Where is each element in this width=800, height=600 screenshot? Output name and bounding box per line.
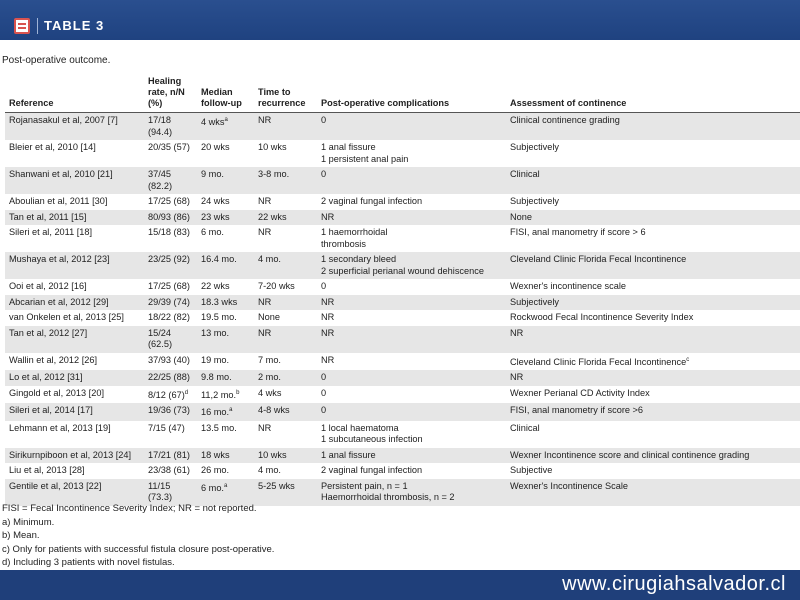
complication-line: 0 <box>321 115 327 125</box>
cell-reference-text: Sileri et al, 2011 [18] <box>9 227 93 237</box>
cell-assessment <box>506 140 800 167</box>
cell-median-follow-up-text: 24 wks <box>201 196 230 206</box>
cell-assessment-text: Wexner's Incontinence Scale <box>510 480 629 491</box>
footnote: b) Mean. <box>2 530 40 541</box>
complication-line: 1 anal fissure <box>321 142 376 152</box>
cell-assessment-text: NR <box>510 372 524 383</box>
cell-time-to-recurrence-text: NR <box>258 227 272 237</box>
cell-assessment <box>506 463 800 479</box>
complication-line: 0 <box>321 387 327 398</box>
cell-median-follow-up <box>197 448 254 464</box>
cell-time-to-recurrence <box>254 210 317 226</box>
cell-time-to-recurrence <box>254 310 317 326</box>
cell-median-follow-up-text: 6 mo. <box>201 227 224 237</box>
complication-line: 1 persistent anal pain <box>321 153 409 164</box>
footnote-marker: b <box>236 389 240 396</box>
cell-time-to-recurrence-text: NR <box>258 422 272 433</box>
cell-healing-rate <box>144 194 197 210</box>
cell-time-to-recurrence-text: 10 wks <box>258 449 287 460</box>
cell-complications <box>317 279 506 295</box>
cell-reference-text: Wallin et al, 2012 [26] <box>9 354 98 365</box>
cell-reference-text: Tan et al, 2011 [15] <box>9 211 87 222</box>
cell-reference <box>5 279 144 295</box>
header-bar <box>0 0 800 40</box>
complication-line: NR <box>321 312 335 322</box>
table-caption: Post-operative outcome. <box>2 55 111 66</box>
cell-complications <box>317 113 506 141</box>
cell-reference <box>5 386 144 404</box>
table-row <box>5 252 800 279</box>
cell-healing-rate-text: 29/39 (74) <box>148 296 190 307</box>
cell-median-follow-up-text: 22 wks <box>201 281 230 291</box>
cell-assessment <box>506 113 800 141</box>
complication-line: 1 anal fissure <box>321 449 376 460</box>
cell-assessment <box>506 279 800 295</box>
table-row <box>5 386 800 404</box>
table-title: TABLE 3 <box>44 18 105 33</box>
complication-line: 1 secondary bleed <box>321 254 397 264</box>
cell-median-follow-up-text: 26 mo. <box>201 465 230 476</box>
complication-line: 1 haemorrhoidal <box>321 227 388 237</box>
cell-reference <box>5 210 144 226</box>
cell-time-to-recurrence-text: 10 wks <box>258 142 287 152</box>
cell-reference <box>5 140 144 167</box>
cell-time-to-recurrence-text: NR <box>258 115 272 125</box>
cell-time-to-recurrence-text: 5-25 wks <box>258 480 295 491</box>
cell-healing-rate <box>144 140 197 167</box>
cell-complications <box>317 210 506 226</box>
complication-line: 0 <box>321 372 327 383</box>
complication-line: Persistent pain, n = 1 <box>321 480 408 491</box>
cell-assessment-text: Rockwood Fecal Incontinence Severity Index <box>510 312 694 322</box>
cell-assessment <box>506 310 800 326</box>
table-row <box>5 310 800 326</box>
cell-reference <box>5 403 144 421</box>
cell-healing-rate-text: 23/38 (61) <box>148 465 190 476</box>
cell-healing-rate <box>144 295 197 311</box>
cell-healing-rate <box>144 310 197 326</box>
table-row <box>5 403 800 421</box>
cell-assessment-text: FISI, anal manometry if score >6 <box>510 405 644 416</box>
cell-time-to-recurrence <box>254 113 317 141</box>
cell-median-follow-up <box>197 353 254 371</box>
table-row <box>5 448 800 464</box>
cell-complications <box>317 167 506 194</box>
cell-assessment-text: Subjective <box>510 465 553 476</box>
cell-healing-rate-text: 15/24 (62.5) <box>148 327 173 349</box>
cell-reference <box>5 225 144 252</box>
cell-reference <box>5 353 144 371</box>
footnote: d) Including 3 patients with novel fistulas. <box>2 557 175 568</box>
complication-line: Haemorrhoidal thrombosis, n = 2 <box>321 492 455 503</box>
cell-healing-rate <box>144 210 197 226</box>
cell-healing-rate-text: 17/21 (81) <box>148 449 190 460</box>
cell-median-follow-up-text: 13 mo. <box>201 327 230 338</box>
cell-assessment <box>506 210 800 226</box>
cell-median-follow-up-text: 18 wks <box>201 449 230 460</box>
outcome-table <box>5 74 800 506</box>
cell-complications <box>317 479 506 506</box>
cell-healing-rate-text: 15/18 (83) <box>148 227 190 237</box>
column-header: Reference <box>5 74 144 113</box>
cell-assessment <box>506 386 800 404</box>
cell-healing-rate-text: 19/36 (73) <box>148 405 190 416</box>
cell-healing-rate-text: 22/25 (88) <box>148 372 190 383</box>
cell-reference-text: Sirikurnpiboon et al, 2013 [24] <box>9 449 132 460</box>
cell-complications <box>317 326 506 353</box>
cell-median-follow-up-text: 9 mo. <box>201 169 224 179</box>
cell-reference-text: Sileri et al, 2014 [17] <box>9 405 93 416</box>
cell-reference <box>5 252 144 279</box>
cell-median-follow-up <box>197 421 254 448</box>
cell-time-to-recurrence <box>254 463 317 479</box>
cell-time-to-recurrence <box>254 140 317 167</box>
cell-assessment-text: Cleveland Clinic Florida Fecal Incontinence <box>510 356 687 367</box>
cell-healing-rate-text: 18/22 (82) <box>148 312 190 322</box>
cell-reference <box>5 113 144 141</box>
cell-assessment <box>506 167 800 194</box>
cell-time-to-recurrence-text: NR <box>258 196 272 206</box>
table-body <box>5 113 800 506</box>
cell-median-follow-up <box>197 279 254 295</box>
column-header: Median follow-up <box>197 74 254 113</box>
cell-healing-rate <box>144 403 197 421</box>
footnote-marker: a <box>223 482 228 489</box>
complication-line: 2 vaginal fungal infection <box>321 196 423 206</box>
cell-complications <box>317 353 506 371</box>
cell-median-follow-up <box>197 113 254 141</box>
cell-healing-rate <box>144 386 197 404</box>
cell-assessment <box>506 252 800 279</box>
cell-complications <box>317 370 506 386</box>
cell-assessment <box>506 353 800 371</box>
cell-median-follow-up-text: 16 mo. <box>201 407 230 418</box>
cell-assessment <box>506 225 800 252</box>
cell-time-to-recurrence <box>254 252 317 279</box>
cell-median-follow-up <box>197 403 254 421</box>
cell-reference <box>5 463 144 479</box>
cell-assessment-text: Wexner Perianal CD Activity Index <box>510 387 650 398</box>
footnote-marker: c <box>686 356 690 363</box>
cell-complications <box>317 310 506 326</box>
footer-bar <box>0 570 800 600</box>
cell-time-to-recurrence-text: None <box>258 312 280 322</box>
cell-assessment <box>506 326 800 353</box>
table-row <box>5 370 800 386</box>
cell-time-to-recurrence <box>254 353 317 371</box>
column-header: Post-operative complications <box>317 74 506 113</box>
cell-median-follow-up <box>197 370 254 386</box>
cell-complications <box>317 448 506 464</box>
cell-time-to-recurrence-text: NR <box>258 296 272 307</box>
table-row <box>5 140 800 167</box>
cell-reference-text: Ooi et al, 2012 [16] <box>9 281 87 291</box>
cell-median-follow-up-text: 11,2 mo. <box>201 389 237 400</box>
cell-healing-rate <box>144 353 197 371</box>
cell-healing-rate <box>144 252 197 279</box>
cell-time-to-recurrence-text: 4 wks <box>258 387 282 398</box>
complication-line: 0 <box>321 281 327 291</box>
cell-healing-rate-text: 17/25 (68) <box>148 281 190 291</box>
cell-healing-rate <box>144 421 197 448</box>
cell-time-to-recurrence <box>254 167 317 194</box>
cell-time-to-recurrence-text: 4 mo. <box>258 465 281 476</box>
cell-complications <box>317 225 506 252</box>
complication-line: 2 vaginal fungal infection <box>321 465 423 476</box>
cell-median-follow-up-text: 23 wks <box>201 211 230 222</box>
cell-reference-text: Aboulian et al, 2011 [30] <box>9 196 108 206</box>
cell-assessment <box>506 403 800 421</box>
cell-assessment-text: NR <box>510 327 524 338</box>
table-row <box>5 326 800 353</box>
cell-median-follow-up <box>197 252 254 279</box>
header-separator <box>37 18 38 34</box>
cell-complications <box>317 421 506 448</box>
footnote: FISI = Fecal Incontinence Severity Index; NR = not reported. <box>2 503 257 514</box>
cell-median-follow-up-text: 20 wks <box>201 142 230 152</box>
cell-assessment-text: None <box>510 211 532 222</box>
cell-assessment <box>506 295 800 311</box>
table-row <box>5 295 800 311</box>
cell-time-to-recurrence-text: 4-8 wks <box>258 405 290 416</box>
footnote-marker: a <box>229 407 233 414</box>
table-row <box>5 353 800 371</box>
cell-reference-text: Shanwani et al, 2010 [21] <box>9 169 113 179</box>
column-header: Time to recurrence <box>254 74 317 113</box>
cell-time-to-recurrence <box>254 326 317 353</box>
cell-reference <box>5 448 144 464</box>
cell-median-follow-up <box>197 310 254 326</box>
complication-line: 1 local haematoma <box>321 422 399 433</box>
footnote-marker: a <box>224 117 228 123</box>
footnote: a) Minimum. <box>2 516 55 528</box>
table-row <box>5 167 800 194</box>
cell-complications <box>317 386 506 404</box>
cell-assessment-text: FISI, anal manometry if score > 6 <box>510 227 646 237</box>
table-row <box>5 421 800 448</box>
cell-reference-text: Bleier et al, 2010 [14] <box>9 142 96 152</box>
cell-reference <box>5 326 144 353</box>
cell-reference-text: Rojanasakul et al, 2007 [7] <box>9 115 118 125</box>
footnote: c) Only for patients with successful fistula closure post-operative. <box>2 543 275 555</box>
website-url: www.cirugiahsalvador.cl <box>562 573 786 595</box>
cell-median-follow-up-text: 19.5 mo. <box>201 312 237 322</box>
cell-time-to-recurrence <box>254 370 317 386</box>
cell-reference-text: Mushaya et al, 2012 [23] <box>9 254 110 264</box>
cell-assessment-text: Wexner's incontinence scale <box>510 281 626 291</box>
cell-time-to-recurrence <box>254 421 317 448</box>
cell-time-to-recurrence-text: NR <box>258 327 272 338</box>
table-row <box>5 210 800 226</box>
cell-healing-rate-text: 17/25 (68) <box>148 196 190 206</box>
cell-assessment-text: Cleveland Clinic Florida Fecal Incontinence <box>510 254 687 264</box>
cell-complications <box>317 252 506 279</box>
cell-time-to-recurrence-text: 2 mo. <box>258 372 281 383</box>
cell-time-to-recurrence-text: 7 mo. <box>258 354 281 365</box>
cell-complications <box>317 403 506 421</box>
cell-reference <box>5 421 144 448</box>
cell-healing-rate-text: 11/15 (73.3) <box>148 480 173 503</box>
cell-median-follow-up <box>197 386 254 404</box>
cell-complications <box>317 140 506 167</box>
cell-median-follow-up <box>197 295 254 311</box>
cell-median-follow-up-text: 9.8 mo. <box>201 372 232 383</box>
cell-reference <box>5 310 144 326</box>
cell-time-to-recurrence <box>254 194 317 210</box>
cell-complications <box>317 194 506 210</box>
cell-reference-text: Gingold et al, 2013 [20] <box>9 387 105 398</box>
cell-time-to-recurrence-text: 22 wks <box>258 211 287 222</box>
footnote-marker: d <box>184 389 189 396</box>
complication-line: 0 <box>321 169 327 179</box>
table-icon <box>14 18 30 34</box>
cell-complications <box>317 463 506 479</box>
cell-median-follow-up-text: 18.3 wks <box>201 296 238 307</box>
cell-reference <box>5 194 144 210</box>
cell-time-to-recurrence <box>254 403 317 421</box>
cell-healing-rate-text: 20/35 (57) <box>148 142 190 152</box>
cell-reference-text: Tan et al, 2012 [27] <box>9 327 88 338</box>
cell-assessment-text: Clinical <box>510 169 540 179</box>
cell-median-follow-up-text: 16.4 mo. <box>201 254 237 264</box>
cell-assessment <box>506 194 800 210</box>
cell-assessment-text: Subjectively <box>510 296 560 307</box>
complication-line: NR <box>321 296 335 307</box>
table-header <box>5 74 800 113</box>
cell-median-follow-up <box>197 140 254 167</box>
cell-reference-text: Liu et al, 2013 [28] <box>9 465 85 476</box>
cell-healing-rate-text: 17/18 (94.4) <box>148 115 173 137</box>
cell-assessment-text: Clinical <box>510 422 540 433</box>
cell-assessment-text: Subjectively <box>510 142 560 152</box>
table-row <box>5 225 800 252</box>
cell-time-to-recurrence <box>254 279 317 295</box>
cell-assessment-text: Wexner Incontinence score and clinical continence grading <box>510 449 750 460</box>
cell-assessment <box>506 479 800 506</box>
cell-time-to-recurrence <box>254 386 317 404</box>
complication-line: NR <box>321 354 335 365</box>
cell-median-follow-up <box>197 225 254 252</box>
table-row <box>5 279 800 295</box>
cell-median-follow-up <box>197 326 254 353</box>
cell-assessment <box>506 370 800 386</box>
cell-healing-rate-text: 80/93 (86) <box>148 211 190 222</box>
cell-median-follow-up-text: 4 wks <box>201 117 225 128</box>
cell-median-follow-up <box>197 194 254 210</box>
cell-reference-text: Abcarian et al, 2012 [29] <box>9 296 109 307</box>
complication-line: NR <box>321 211 335 222</box>
cell-median-follow-up <box>197 463 254 479</box>
cell-healing-rate <box>144 113 197 141</box>
complication-line: NR <box>321 327 335 338</box>
cell-complications <box>317 295 506 311</box>
cell-reference-text: Lehmann et al, 2013 [19] <box>9 422 111 433</box>
cell-time-to-recurrence <box>254 225 317 252</box>
table-row <box>5 194 800 210</box>
cell-median-follow-up <box>197 210 254 226</box>
cell-median-follow-up-text: 13.5 mo. <box>201 422 237 433</box>
complication-line: thrombosis <box>321 238 366 249</box>
cell-healing-rate <box>144 167 197 194</box>
complication-line: 1 subcutaneous infection <box>321 434 423 445</box>
cell-assessment-text: Subjectively <box>510 196 560 206</box>
cell-healing-rate <box>144 225 197 252</box>
cell-healing-rate <box>144 370 197 386</box>
cell-assessment-text: Clinical continence grading <box>510 115 620 125</box>
cell-healing-rate-text: 23/25 (92) <box>148 254 190 264</box>
cell-median-follow-up-text: 6 mo. <box>201 482 224 493</box>
cell-median-follow-up <box>197 167 254 194</box>
cell-time-to-recurrence-text: 4 mo. <box>258 254 281 264</box>
cell-reference <box>5 295 144 311</box>
cell-reference-text: Lo et al, 2012 [31] <box>9 372 83 383</box>
column-header: Healing rate, n/N (%) <box>144 74 197 113</box>
complication-line: 2 superficial perianal wound dehiscence <box>321 265 484 276</box>
cell-healing-rate-text: 7/15 (47) <box>148 422 185 433</box>
cell-healing-rate <box>144 279 197 295</box>
cell-healing-rate-text: 8/12 (67) <box>148 389 185 400</box>
cell-reference-text: van Onkelen et al, 2013 [25] <box>9 312 124 322</box>
footnotes <box>2 502 274 570</box>
cell-reference-text: Gentile et al, 2013 [22] <box>9 480 102 491</box>
cell-reference <box>5 370 144 386</box>
column-header: Assessment of continence <box>506 74 800 113</box>
cell-time-to-recurrence <box>254 295 317 311</box>
cell-healing-rate-text: 37/45 (82.2) <box>148 169 173 191</box>
cell-healing-rate <box>144 448 197 464</box>
cell-assessment <box>506 421 800 448</box>
cell-median-follow-up-text: 19 mo. <box>201 354 230 365</box>
cell-reference <box>5 167 144 194</box>
cell-time-to-recurrence-text: 3-8 mo. <box>258 169 290 179</box>
cell-healing-rate-text: 37/93 (40) <box>148 354 190 365</box>
cell-healing-rate <box>144 463 197 479</box>
complication-line: 0 <box>321 405 327 416</box>
table-row <box>5 113 800 141</box>
table-row <box>5 463 800 479</box>
cell-time-to-recurrence <box>254 448 317 464</box>
cell-healing-rate <box>144 326 197 353</box>
cell-time-to-recurrence-text: 7-20 wks <box>258 281 295 291</box>
cell-assessment <box>506 448 800 464</box>
